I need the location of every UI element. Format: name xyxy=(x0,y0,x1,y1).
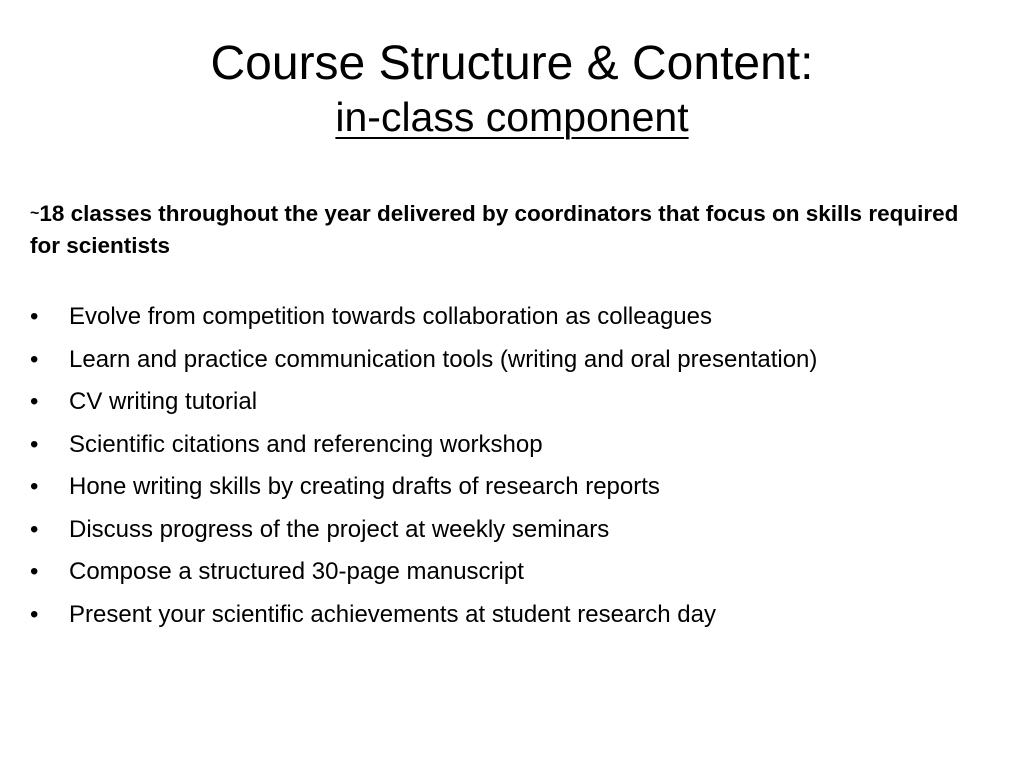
bullet-icon: • xyxy=(30,430,39,458)
bullet-icon: • xyxy=(30,473,39,500)
bullet-icon: • xyxy=(30,558,39,585)
bullet-text: Compose a structured 30-page manuscript xyxy=(69,558,524,585)
bullet-item xyxy=(30,594,1000,637)
bullet-icon: • xyxy=(30,515,39,543)
bullet-text: Hone writing skills by creating drafts of research reports xyxy=(69,473,660,500)
bullet-item xyxy=(30,466,1000,509)
bullet-text: Evolve from competition towards collaboration as colleagues xyxy=(69,303,712,330)
bullet-icon: • xyxy=(30,600,39,628)
bullet-text: Scientific citations and referencing workshop xyxy=(69,430,543,458)
bullet-item xyxy=(30,339,1000,382)
bullet-text: Present your scientific achievements at student research day xyxy=(69,600,716,628)
title-block xyxy=(0,36,1024,142)
bullet-icon: • xyxy=(30,388,39,415)
bullet-icon: • xyxy=(30,345,39,373)
bullet-item xyxy=(30,296,1000,339)
bullet-text: Learn and practice communication tools (writing and oral presentation) xyxy=(69,345,818,373)
bullet-item xyxy=(30,381,1000,424)
bullet-item xyxy=(30,509,1000,552)
slide-title: Course Structure & Content: xyxy=(210,37,814,90)
intro-tilde: ~ xyxy=(30,205,40,222)
bullet-icon: • xyxy=(30,303,39,330)
bullet-text: Discuss progress of the project at weekly seminars xyxy=(69,515,610,543)
slide-subtitle: in-class component xyxy=(335,94,689,140)
bullet-list xyxy=(30,296,1000,636)
intro-paragraph xyxy=(30,198,990,262)
bullet-item xyxy=(30,551,1000,594)
bullet-text: CV writing tutorial xyxy=(69,388,258,415)
bullet-item xyxy=(30,424,1000,467)
intro-text: 18 classes throughout the year delivered by coordinators that focus on skills required for scientists xyxy=(30,201,959,258)
